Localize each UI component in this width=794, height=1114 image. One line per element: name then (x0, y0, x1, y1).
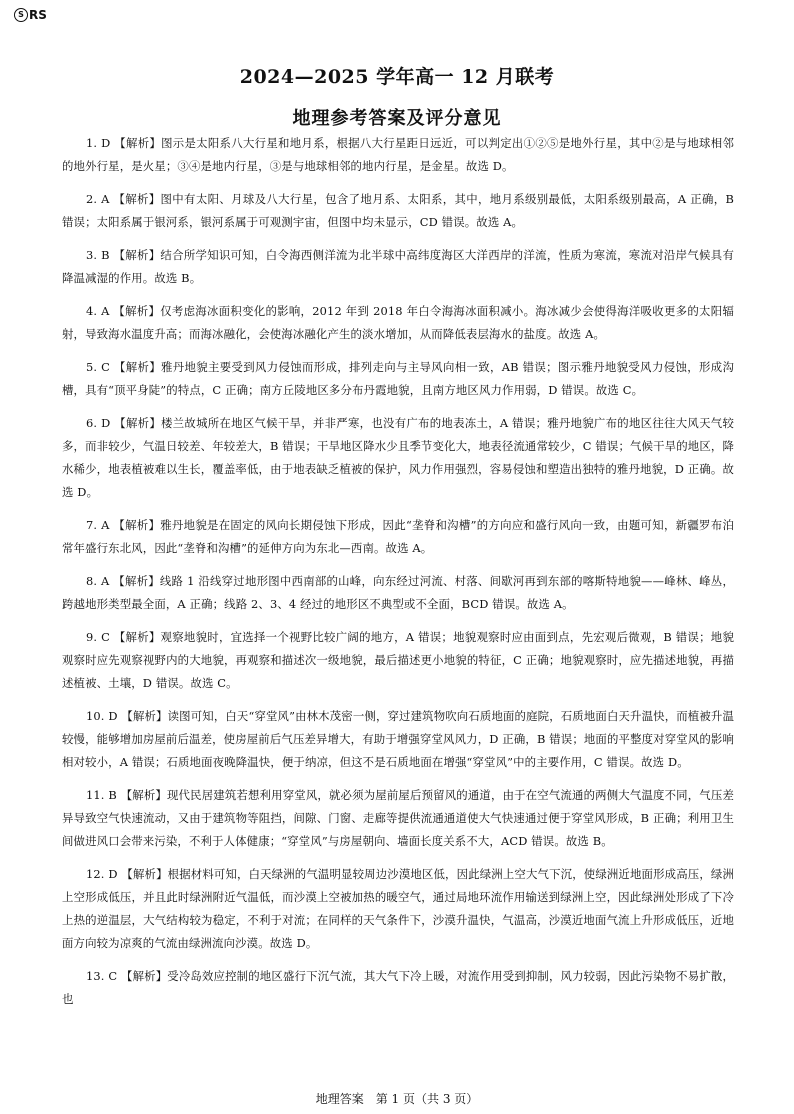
answer-item-8: 8. A 【解析】线路 1 沿线穿过地形图中西南部的山峰，向东经过河流、村落、间歇河再到东部的喀斯特地貌——峰林、峰丛，跨越地形类型最全面，A 正确；线路 2、3、4 经过的地形区不典型或不全面，BCD 错误。故选 A。 (62, 574, 734, 611)
answer-item-13: 13. C 【解析】受冷岛效应控制的地区盛行下沉气流，其大气下冷上暖，对流作用受到抑制，风力较弱，因此污染物不易扩散，也 (62, 969, 734, 1006)
answer-item-5: 5. C 【解析】雅丹地貌主要受到风力侵蚀而形成，排列走向与主导风向相一致，AB 错误；图示雅丹地貌受风力侵蚀，形成沟槽，具有“顶平身陡”的特点，C 正确；南方丘陵地区多分布丹霞地貌，且南方地区风力作用弱，D 错误。故选 C。 (62, 360, 734, 397)
answer-item-1: 1. D 【解析】图示是太阳系八大行星和地月系，根据八大行星距日远近，可以判定出①②⑤是地外行星，其中②是与地球相邻的地外行星，是火星；③④是地内行星，③是与地球相邻的地内行星，是金星。故选 D。 (62, 136, 734, 173)
answer-item-11: 11. B 【解析】现代民居建筑若想利用穿堂风，就必须为屋前屋后预留风的通道，由于在空气流通的两侧大气温度不同，气压差异导致空气快速流动，又由于建筑物等阻挡，间隙、门窗、走廊等提供流通通道使大气快速通过便于穿堂风形成，B 正确；利用卫生间做进风口会带来污染，不利于人体健康；“穿堂风”与房屋朝向、墙面长度关系不大，ACD 错误。故选 B。 (62, 788, 734, 848)
answer-item-12: 12. D 【解析】根据材料可知，白天绿洲的气温明显较周边沙漠地区低，因此绿洲上空大气下沉，使绿洲近地面形成高压，绿洲上空形成低压，并且此时绿洲附近气温低，而沙漠上空被加热的暖空气，通过局地环流作用输送到绿洲上空，因此绿洲处形成了下冷上热的逆温层，大气结构较为稳定，不利于对流；在同样的天气条件下，沙漠升温快，气温高，沙漠近地面气流上升形成低压，近地面方向较为凉爽的气流由绿洲流向沙漠。故选 D。 (62, 867, 734, 950)
answer-item-6: 6. D 【解析】楼兰故城所在地区气候干旱，并非严寒，也没有广布的地表冻土，A 错误；雅丹地貌广布的地区往往大风天气较多，而非较少，气温日较差、年较差大，B 错误；干旱地区降水少且季节变化大，地表径流通常较少，C 错误；气候干旱的地区，降水稀少，地表植被难以生长，覆盖率低，由于地表缺乏植被的保护，风力作用强烈，容易侵蚀和塑造出独特的雅丹地貌，D 正确。故选 D。 (62, 416, 734, 499)
corner-mark (14, 8, 47, 22)
page-footer: 地理答案 第 1 页（共 3 页） (315, 1092, 479, 1106)
answer-item-10: 10. D 【解析】读图可知，白天“穿堂风”由林木茂密一侧，穿过建筑物吹向石质地面的庭院，石质地面白天升温快，而植被升温较慢，能够增加房屋前后温差，使房屋前后气压差异增大，有助于增强穿堂风风力，D 正确，B 错误；地面的平整度对穿堂风的影响相对较小，A 错误；石质地面夜晚降温快，便于纳凉，但这不是石质地面在增强“穿堂风”中的主要作用，C 错误。故选 D。 (62, 709, 734, 769)
page-subtitle: 地理参考答案及评分意见 (292, 108, 502, 129)
corner-mark-circle: S (14, 8, 28, 22)
corner-mark-text: RS (29, 8, 47, 22)
answer-item-9: 9. C 【解析】观察地貌时，宜选择一个视野比较广阔的地方，A 错误；地貌观察时应由面到点，先宏观后微观，B 错误；地貌观察时应先观察视野内的大地貌，再观察和描述次一级地貌，最后描述更小地貌的特征，C 正确；地貌观察时，应先描述地貌，再描述植被、土壤，D 错误。故选 C。 (62, 630, 734, 690)
answer-item-3: 3. B 【解析】结合所学知识可知，白令海西侧洋流为北半球中高纬度海区大洋西岸的洋流，性质为寒流，寒流对沿岸气候具有降温减湿的作用。故选 B。 (62, 248, 734, 285)
answer-list (62, 132, 734, 1021)
answer-item-7: 7. A 【解析】雅丹地貌是在固定的风向长期侵蚀下形成，因此“垄脊和沟槽”的方向应和盛行风向一致，由题可知，新疆罗布泊常年盛行东北风，因此“垄脊和沟槽”的延伸方向为东北—西南。故选 A。 (62, 518, 734, 555)
answer-item-2: 2. A 【解析】图中有太阳、月球及八大行星，包含了地月系、太阳系，其中，地月系级别最低，太阳系级别最高，A 正确，B 错误；太阳系属于银河系，银河系属于可观测宇宙，但图中均未显示，CD 错误。故选 A。 (62, 192, 734, 229)
page-title: 2024—2025 学年高一 12 月联考 (239, 66, 555, 88)
answer-item-4: 4. A 【解析】仅考虑海冰面积变化的影响，2012 年到 2018 年白令海海冰面积减小。海冰减少会使得海洋吸收更多的太阳辐射，导致海水温度升高；而海冰融化，会使海冰融化产生的淡水增加，从而降低表层海水的盐度。故选 A。 (62, 304, 734, 341)
